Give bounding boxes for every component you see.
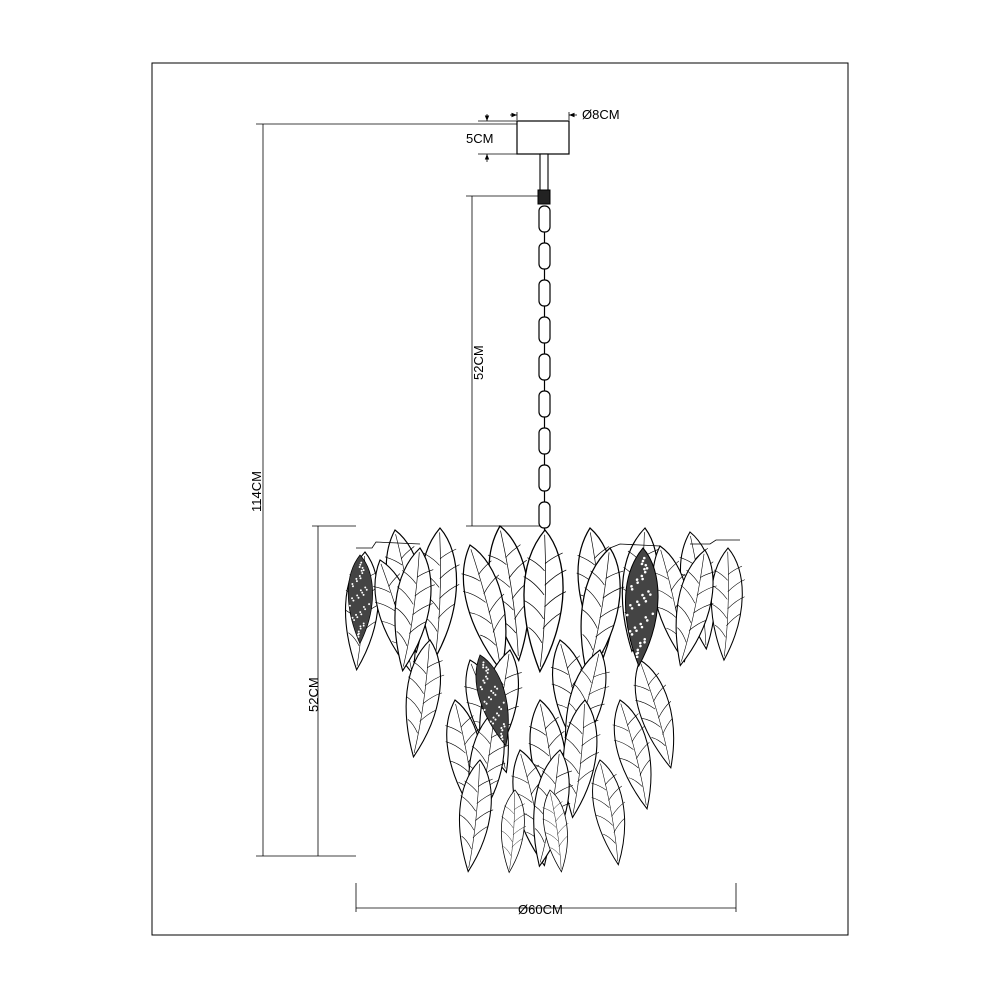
chain-link <box>539 354 550 380</box>
body-diameter-label: Ø60CM <box>518 902 563 917</box>
leaf-cluster <box>338 523 748 873</box>
rod-connector <box>538 190 550 204</box>
chain-length-label: 52CM <box>471 345 486 380</box>
suspension-rod <box>540 154 548 192</box>
chain <box>539 206 550 539</box>
chain-link <box>539 206 550 232</box>
dimension-lines <box>256 112 736 912</box>
chain-link <box>539 317 550 343</box>
ceiling-canopy <box>517 121 569 154</box>
chain-link <box>539 280 550 306</box>
chain-link <box>539 465 550 491</box>
body-height-label: 52CM <box>306 677 321 712</box>
canopy-diameter-label: Ø8CM <box>582 107 620 122</box>
chain-link <box>539 391 550 417</box>
chain-link <box>539 502 550 528</box>
total-height-label: 114CM <box>249 471 264 512</box>
chain-link <box>539 428 550 454</box>
canopy-height-label: 5CM <box>466 131 494 146</box>
chain-link <box>539 243 550 269</box>
